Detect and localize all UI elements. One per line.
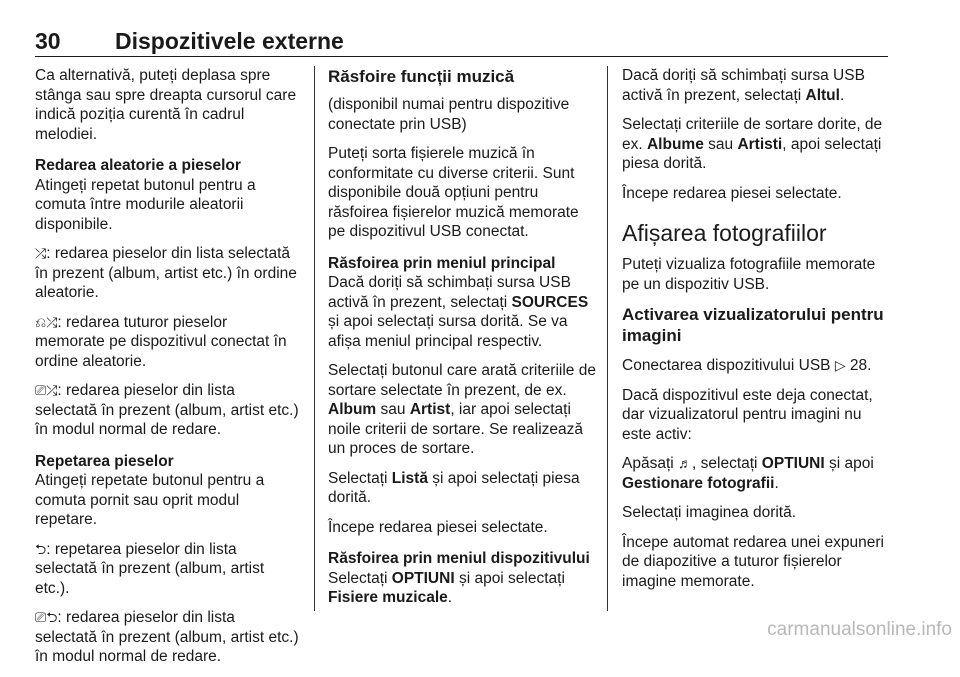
paragraph-repeat-on: ⮌: repetarea pieselor din lista selectată în prezent (album, artist etc.).: [35, 540, 265, 597]
heading-viewer: Activarea vizualizatorului pentru imagini: [622, 305, 884, 345]
watermark: carmanualsonline.info: [767, 619, 952, 640]
paragraph-photos: Puteți vizualiza fotografiile memorate pe un dispozitiv USB.: [622, 256, 876, 293]
paragraph-list: Selectați Listă și apoi selectați piesa dorită.: [328, 469, 580, 506]
column-1: [35, 66, 301, 677]
shuffle-off-icon: ⎚⤮: [35, 382, 58, 398]
paragraph-already-connected: Dacă dispozitivul este deja conectat, dar vizualizatorul pentru imagini nu este activ:: [622, 386, 873, 443]
column-divider-1: [314, 66, 315, 611]
paragraph-slideshow: Începe automat redarea unei expuneri de diapozitive a tuturor fișierelor imagine memorate.: [622, 533, 884, 590]
column-3: [622, 66, 892, 601]
paragraph-sort-criteria: Selectați criteriile de sortare dorite, de ex. Albume sau Artisti, apoi selectați piesa dorită.: [622, 116, 883, 172]
heading-browse: Răsfoire funcții muzică: [328, 67, 515, 86]
paragraph-random: Atingeți repetat butonul pentru a comuta între modurile aleatorii disponibile.: [35, 176, 256, 233]
paragraph-start: Începe redarea piesei selectate.: [328, 518, 548, 536]
column-divider-2: [607, 66, 608, 611]
paragraph-repeat: Atingeți repetate butonul pentru a comuta pornit sau oprit modul repetare.: [35, 472, 265, 528]
shuffle-all-icon: ⎌⤮: [35, 313, 58, 330]
paragraph-start: Începe redarea piesei selectate.: [622, 184, 842, 202]
paragraph-cursor: Ca alternativă, puteți deplasa spre stânga sau spre dreapta cursorul care indică poziția curentă în cadrul melodiei.: [35, 67, 297, 143]
media-icon: ♬: [678, 455, 693, 471]
paragraph-usb-only: (disponibil numai pentru dispozitive conectate prin USB): [328, 96, 570, 133]
page-title: Dispozitivele externe: [115, 28, 344, 54]
paragraph-press: Apăsați ♬, selectați OPTIUNI și apoi Gestionare fotografii.: [622, 455, 874, 492]
paragraph-shuffle-all: ⎌⤮: redarea tuturor pieselor memorate pe dispozitivul conectat în ordine aleatorie.: [35, 313, 287, 370]
paragraph-select-image: Selectați imaginea dorită.: [622, 504, 797, 521]
repeat-icon: ⮌: [35, 540, 47, 557]
column-2: [328, 66, 596, 618]
paragraph-shuffle-list: ⤮: redarea pieselor din lista selectată în prezent (album, artist etc.) în ordine aleatorie.: [35, 245, 297, 301]
page-reference-icon: ▷: [834, 357, 846, 373]
header-rule: [35, 56, 888, 57]
repeat-off-icon: ⎚⮌: [35, 609, 58, 625]
paragraph-criteria: Selectați butonul care arată criteriile de sortare selectate în prezent, de ex. Album sau Artist, iar apoi selectați noile criterii de sortare. Se realizează un proces de sortare.: [328, 362, 596, 457]
paragraph-repeat-off: ⎚⮌: redarea pieselor din lista selectată în prezent (album, artist etc.) în modul normal de redare.: [35, 609, 299, 665]
paragraph-connect: Conectarea dispozitivului USB ▷ 28.: [622, 357, 872, 374]
paragraph-device-menu: Selectați OPTIUNI și apoi selectați Fisiere muzicale.: [328, 569, 565, 606]
paragraph-source-other: Dacă doriți să schimbați sursa USB activă în prezent, selectați Altul.: [622, 67, 865, 104]
heading-device-menu: Răsfoirea prin meniul dispozitivului: [328, 550, 590, 567]
heading-photos: Afișarea fotografiilor: [622, 220, 827, 246]
heading-repeat: Repetarea pieselor: [35, 452, 174, 470]
heading-main-menu: Răsfoirea prin meniul principal: [328, 254, 556, 272]
page-number: 30: [35, 28, 61, 54]
paragraph-sort: Puteți sorta fișierele muzică în conformitate cu diverse criterii. Sunt disponibile două opțiuni pentru răsfoirea fișierelor muzică memorate pe dispozitivul USB conectat.: [328, 145, 579, 240]
heading-random: Redarea aleatorie a pieselor: [35, 157, 241, 174]
shuffle-icon: ⤮: [35, 245, 47, 261]
paragraph-main-menu: Dacă doriți să schimbați sursa USB activă în prezent, selectați SOURCES și apoi selectați sursa dorită. Se va afișa meniul principal respectiv.: [328, 274, 589, 350]
paragraph-shuffle-off: ⎚⤮: redarea pieselor din lista selectată în prezent (album, artist etc.) în modul normal de redare.: [35, 382, 299, 438]
